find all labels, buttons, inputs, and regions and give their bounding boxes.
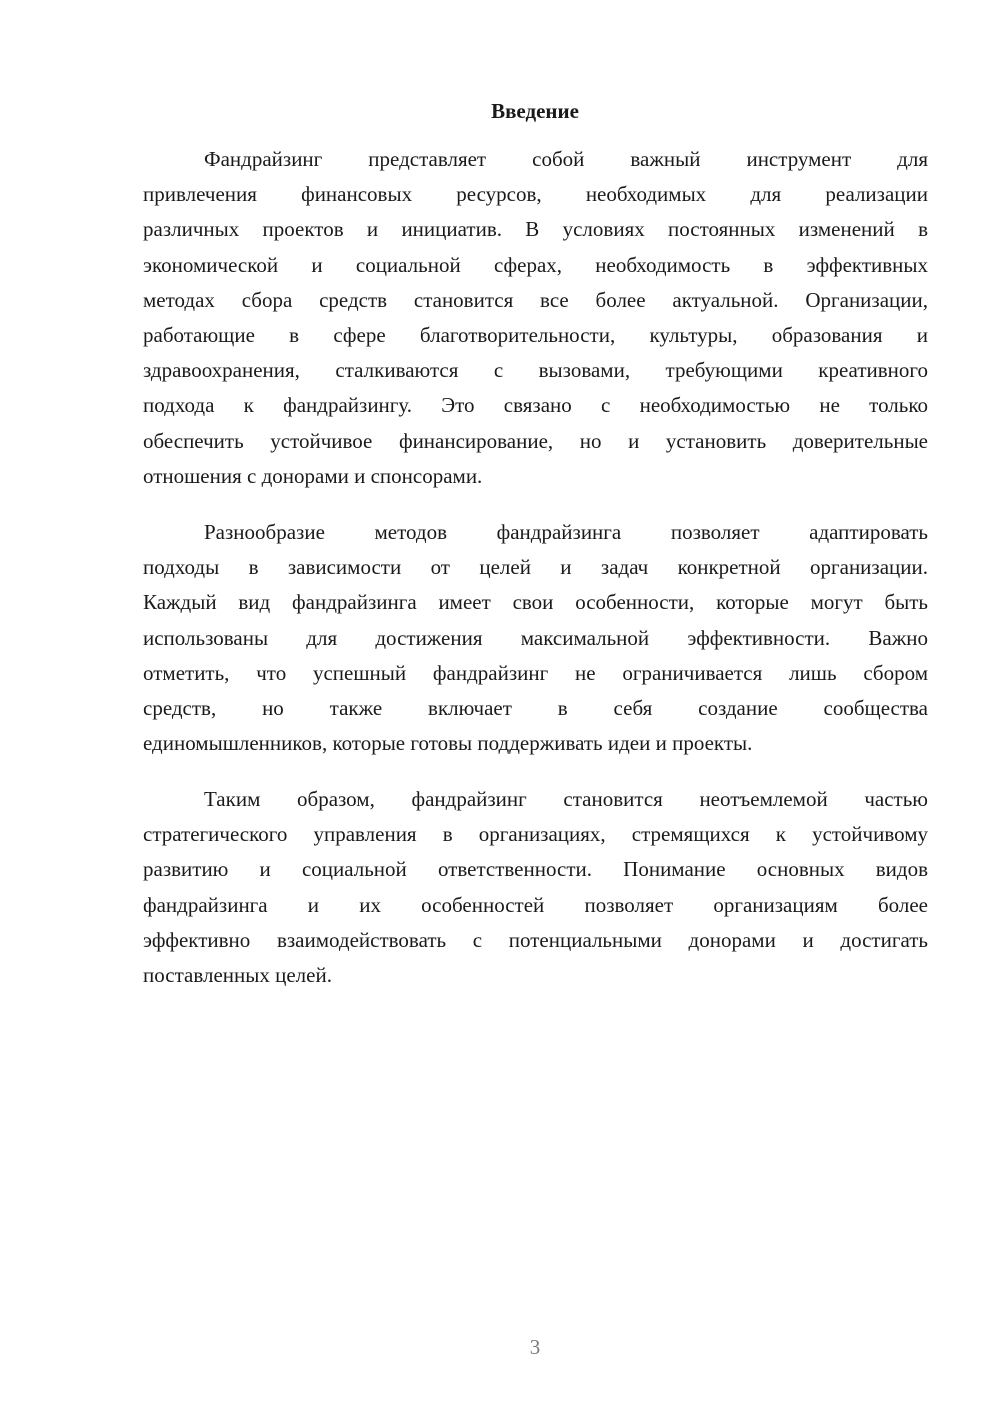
paragraph-2 (143, 515, 928, 761)
paragraph-line: методах сбора средств становится все более актуальной. Организации, (143, 287, 928, 312)
paragraph-line: экономической и социальной сферах, необходимость в эффективных (143, 252, 928, 277)
paragraph-line: использованы для достижения максимальной эффективности. Важно (143, 625, 928, 650)
paragraph-line: отношения с донорами и спонсорами. (143, 463, 483, 488)
paragraph-line: подхода к фандрайзингу. Это связано с необходимостью не только (143, 393, 928, 418)
paragraph-line: Разнообразие методов фандрайзинга позволяет адаптировать (204, 520, 928, 544)
paragraph-line: поставленных целей. (143, 962, 332, 987)
paragraph-line: единомышленников, которые готовы поддерживать идеи и проекты. (143, 731, 753, 756)
paragraph-line: эффективно взаимодействовать с потенциальными донорами и достигать (143, 927, 928, 952)
paragraph-line: развитию и социальной ответственности. Понимание основных видов (143, 857, 928, 882)
paragraph-3 (143, 782, 928, 993)
paragraph-line: фандрайзинга и их особенностей позволяет организациям более (143, 892, 928, 917)
paragraph-line: средств, но также включает в себя создание сообщества (143, 695, 928, 720)
paragraph-line: отметить, что успешный фандрайзинг не ограничивается лишь сбором (143, 660, 928, 685)
paragraph-line: Каждый вид фандрайзинга имеет свои особенности, которые могут быть (143, 590, 928, 615)
paragraph-line: подходы в зависимости от целей и задач конкретной организации. (143, 555, 928, 580)
paragraph-line: обеспечить устойчивое финансирование, но и установить доверительные (143, 428, 928, 453)
paragraph-line: Таким образом, фандрайзинг становится неотъемлемой частью (204, 787, 928, 811)
paragraph-line: Фандрайзинг представляет собой важный инструмент для (204, 147, 928, 171)
paragraph-line: привлечения финансовых ресурсов, необходимых для реализации (143, 182, 928, 207)
paragraph-line: здравоохранения, сталкиваются с вызовами, требующими креативного (143, 358, 928, 383)
paragraph-line: стратегического управления в организациях, стремящихся к устойчивому (143, 822, 928, 847)
paragraph-1 (143, 142, 928, 494)
paragraph-line: различных проектов и инициатив. В условиях постоянных изменений в (143, 217, 928, 242)
page-heading: Введение (491, 99, 579, 123)
page-number: 3 (529, 1335, 541, 1359)
paragraph-line: работающие в сфере благотворительности, культуры, образования и (143, 322, 928, 347)
